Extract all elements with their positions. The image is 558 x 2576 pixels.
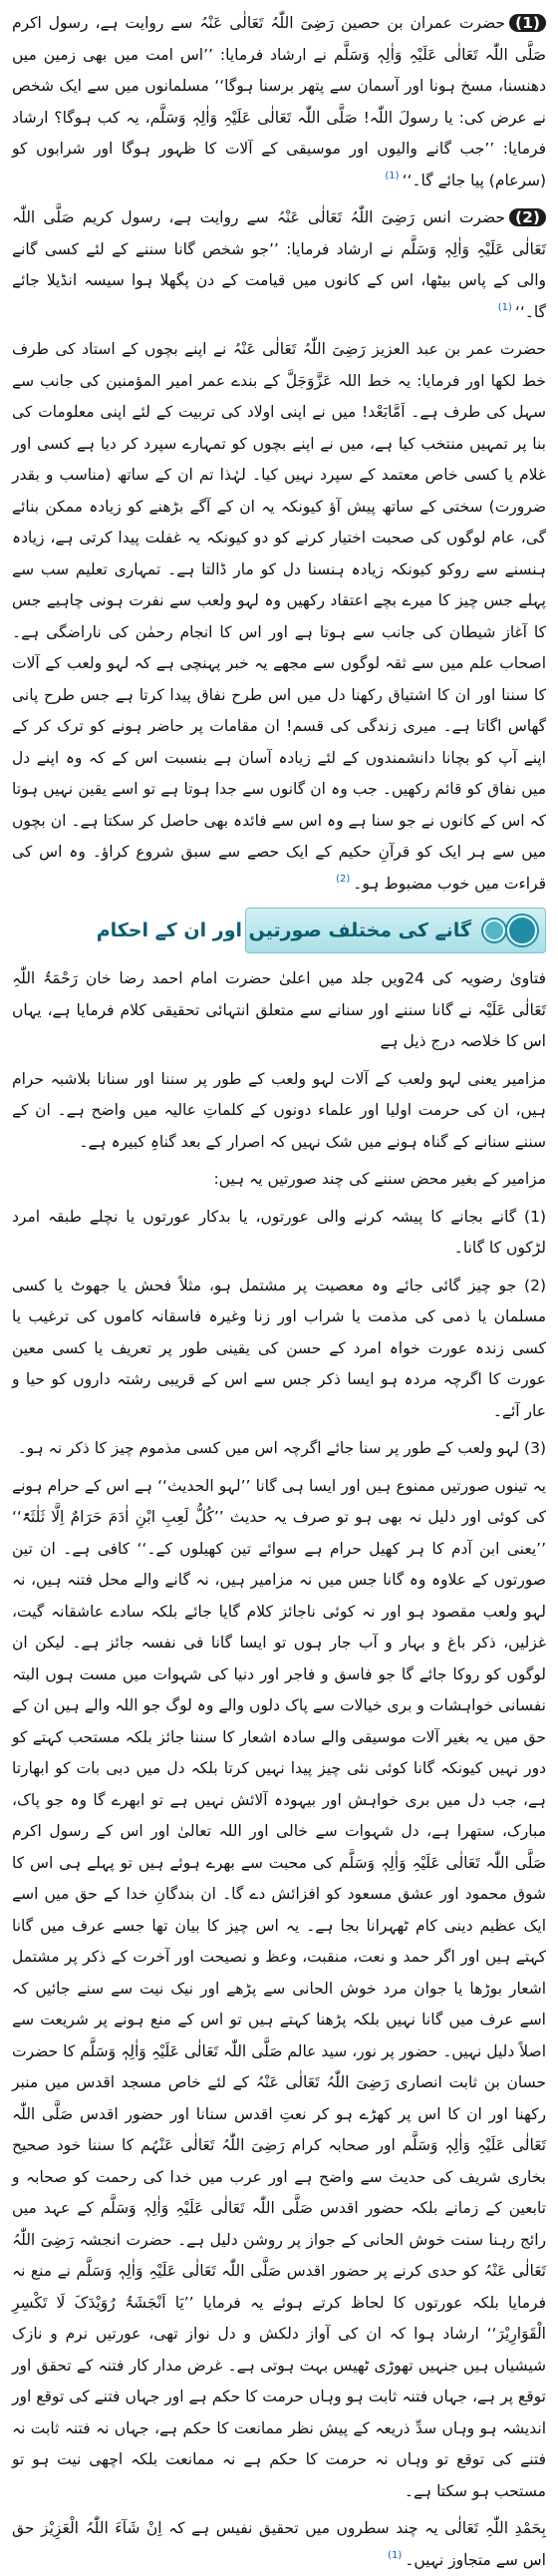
ruling-text: یہ تینوں صورتیں ممنوع ہیں اور ایسا ہی گانا ’’لہو الحدیث‘‘ ہے اس کے حرام ہونے کی کوئی اور دلیل نہ بھی ہو تو صرف یہ حدیث ’’کُلُّ لَعِبِ ابْنِ اٰدَمَ حَرَامٌ اِلَّا ثَلٰثَۃً‘‘ ’’یعنی ابن آدم کا ہر کھیل حرام ہے سوائے تین کھیلوں کے۔‘‘ کافی ہے۔ ان تین صورتوں کے علاوہ وہ گانا جس میں نہ مزامیر ہیں، نہ گانے والے محل فتنہ ہیں، نہ لہو ولعب مقصود ہو اور نہ کوئی ناجائز کلام گایا جائے بلکہ سادے عاشقانہ گیت، غزلیں، ذکر باغ و بہار و آب جار ہوں تو ایسا گانا فی نفسہ جائز ہے۔ لیکن ان لوگوں کو روکا جائے گا جو فاسق و فاجر اور دنیا کی شہوات میں مست ہوں البتہ نفسانی خواہشات و بری خیالات سے پاک دلوں والے وہ لوگ جو اللہ والے ہیں ان کے حق میں یہ بغیر آلات موسیقی والے سادہ اشعار کا سننا جائز بلکہ مستحب کہتے کو دور نہیں کیونکہ گانا کوئی نئی چیز پیدا نہیں کرتا بلکہ دل میں دبی بات کو ابھارتا ہے، جب دل میں بری خواہش اور بیہودہ آلائش نہیں ہے تو ابھرے گا وہ جو پاک، مبارک، ستھرا ہے، دل شہوات سے خالی اور اللہ تعالیٰ اور اس کے رسول اکرم صَلَّی اللّٰہ تَعَالٰی عَلَیْہِ وَاٰلِہٖ وَسَلَّم کی محبت سے بھرے ہوئے ہیں تو پہلے ہی اس کا شوق محمود اور عشق مسعود کو افزائش دے گا۔ ان بندگانِ خدا کے حق میں اسے ایک عظیم دینی کام ٹھہرانا بجا ہے۔ یہ اس چیز کا بیان تھا جسے عرف میں گانا کہتے ہیں اور اگر حمد و نعت، منقبت، وعظ و نصیحت اور آخرت کے ذکر پر مشتمل اشعار بوڑھا یا جوان مرد خوش الحانی سے پڑھے اور نیک نیت سے سنے جائیں کہ اسے عرف میں گانا نہیں بلکہ پڑھنا کہتے ہیں تو اس کے منع ہونے پر شریعت سے اصلاً دلیل نہیں۔ حضور پر نور، سید عالم صَلَّی اللّٰہ تَعَالٰی عَلَیْہِ وَاٰلِہٖ وَسَلَّم کا حضرت حسان بن ثابت انصاری رَضِیَ اللّٰہُ تَعَالٰی عَنْہُ کے لئے خاص مسجد اقدس میں منبر رکھنا اور ان کا اس پر کھڑے ہو کر نعتِ اقدس سنانا اور حضور اقدس صَلَّی اللّٰہ تَعَالٰی عَلَیْہِ وَاٰلِہٖ وَسَلَّم اور صحابہ کرام رَضِیَ اللّٰہُ تَعَالٰی عَنْہُم کا سننا خود صحیح بخاری شریف کی حدیث سے واضح ہے اور عرب میں خدا کی رحمت کو صحابہ و تابعین کے زمانے بلکہ حضور اقدس صَلَّی اللّٰہ تَعَالٰی عَلَیْہِ وَاٰلِہٖ وَسَلَّم کے عہد میں رائج رہنا سنت خوش الحانی کے جواز پر روشن دلیل ہے۔ حضرت انجشہ رَضِیَ اللّٰہُ تَعَالٰی عَنْہُ کو حدی کرنے پر حضور اقدس صَلَّی اللّٰہ تَعَالٰی عَلَیْہِ وَاٰلِہٖ وَسَلَّم نے منع نہ فرمایا بلکہ عورتوں کا لحاظ کرتے ہوئے یہ فرمایا ’’یَا اَنْجَشَۃُ رُوَیْدَکَ لَا تَکْسِرِ الْقَوَارِیْرَ‘‘ ارشاد ہوا کہ ان کی آواز دلکش و دل نواز تھی، عورتیں نرم و نازک شیشیاں ہیں جنہیں تھوڑی ٹھیس بہت ہوتی ہے۔ غرض مدار کار فتنہ کے تحقق اور توقع پر ہے، جہاں فتنہ ثابت ہو وہاں حرمت کا حکم ہے اور جہاں فتنے کی توقع اور اندیشہ ہو وہاں سدِّ ذریعہ کے پیش نظر ممانعت کا حکم ہے، جہاں نہ فتنہ ثابت نہ فتنے کی توقع تو وہاں نہ حرمت کا حکم ہے نہ ممانعت بلکہ اچھی نیت ہو تو مستحب ہو سکتا ہے۔ [12, 1476, 546, 2500]
hadith-text: حضرت انس رَضِیَ اللّٰہُ تَعَالٰی عَنْہُ سے روایت ہے، رسول کریم صَلَّی اللّٰہ تَعَالٰی عَلَیْہِ وَاٰلِہٖ وَسَلَّم نے ارشاد فرمایا: ’’جو شخص گانا سننے کے لئے کسی گانے والی کے پاس بیٹھا، اس کے کانوں میں قیامت کے دن پگھلا ہوا سیسہ انڈیلا جائے گا۔‘‘ [12, 208, 546, 321]
ruling-mazamir [12, 1064, 546, 1159]
ruling-text: جو چیز گائی جائے وہ معصیت پر مشتمل ہو، مثلاً فحش یا جھوٹ یا کسی مسلمان یا ذمی کی مذمت یا شراب اور زنا وغیرہ فاسقانہ کاموں کی ترغیب یا کسی زندہ عورت خواہ امرد کے حسن کی یقینی طور پر تعریف یا کسی معین عورت کا اگرچہ مردہ ہو ایسا ذکر جس سے اس کے قریبی رشتہ داروں کو حیا و عار آئے۔ [12, 1276, 546, 1420]
letter-text: حضرت عمر بن عبد العزیز رَضِیَ اللّٰہُ تَعَالٰی عَنْہُ نے اپنے بچوں کے استاد کی طرف خط لکھا اور فرمایا: یہ خط اللہ عَزَّوَجَلَّ کے بندے عمر امیر المؤمنین کی جانب سے سہل کی طرف ہے۔ اَمَّابَعْد! میں نے اپنی اولاد کی تربیت کے لئے اپنی معلومات کی بنا پر تمہیں منتخب کیا ہے، میں نے اپنے بچوں کو تمہارے سپرد کر دیا ہے کسی اور غلام یا کسی خاص معتمد کے سپرد نہیں کیا۔ لہٰذا تم ان کے ساتھ (مناسب و بقدر ضرورت) سختی کے ساتھ پیش آؤ کیونکہ یہ ان کے آگے بڑھنے کو زیادہ ممکن بنائے گی، عام لوگوں کی صحبت اختیار کرنے کو دو کیونکہ یہ غفلت پیدا کرتی ہے، زیادہ ہنسنے سے روکو کیونکہ زیادہ ہنسنا دل کو مار ڈالتا ہے۔ تمہاری تعلیم سب سے پہلے جس چیز کا میرے بچے اعتقاد رکھیں وہ لہو ولعب سے نفرت ہونی چاہیے جس کا آغاز شیطان کی جانب سے ہوتا ہے اور اس کا انجام رحمٰن کی ناراضگی ہے۔ اصحاب علم میں سے ثقہ لوگوں سے مجھے یہ خبر پہنچی ہے کہ لہو ولعب کے آلات کا سننا اور ان کا اشتیاق رکھنا دل میں اس طرح نفاق پیدا کرتا ہے جس طرح پانی گھاس اگاتا ہے۔ میری زندگی کی قسم! ان مقامات پر حاضر ہونے کو ترک کر کے اپنے آپ کو بچانا دانشمندوں کے لئے زیادہ آسان ہے بنسبت اس کے کہ وہ اپنے دل میں نفاق کو قائم رکھیں۔ جب وہ ان گانوں سے جدا ہوتا ہے تو اسے یقین نہیں ہوتا کہ اس کے کانوں نے جو سنا ہے وہ اس سے فائدہ بھی حاصل کر سکتا ہے۔ ان بچوں میں سے ہر ایک کو قرآنِ حکیم کے ایک حصے سے سبق شروع کراؤ۔ وہ اس کی قراءت میں خوب مضبوط ہو۔ [12, 340, 546, 893]
flower-ornament-icon [507, 916, 537, 945]
hadith-number: (2) [509, 208, 546, 226]
footnote-ref[interactable]: (1) [497, 302, 512, 314]
footnote-ref[interactable]: (1) [385, 171, 400, 183]
ruling-discussion [12, 1471, 546, 2508]
ruling-conclusion [12, 2513, 546, 2576]
hadith-2 [12, 202, 546, 328]
footnote-ref[interactable]: (2) [336, 874, 351, 886]
section-heading: گانے کی مختلف صورتیں اور ان کے احکام [96, 920, 471, 941]
section-heading-row [12, 908, 546, 953]
ruling-text: مزامیر یعنی لہو ولعب کے آلات لہو ولعب کے طور پر سننا اور سنانا بلاشبہ حرام ہیں، ان کی حرمت اولیا اور علماء دونوں کے کلماتِ عالیہ میں واضح ہے۔ ان کے سننے سنانے کے گناہ ہونے میں شک نہیں کہ اصرار کے بعد گناہِ کبیرہ ہے۔ [12, 1069, 546, 1151]
ruling-text: بِحَمْدِ اللّٰہِ تَعَالٰی یہ چند سطروں میں تحقیق نفیس ہے کہ اِنْ شَآءَ اللّٰہُ الْعَزِیْز حق اس سے متجاوز نہیں۔ [12, 2519, 546, 2569]
case-number: (3) [524, 1439, 546, 1457]
ruling-case-1 [12, 1202, 546, 1265]
ruling-case-2 [12, 1271, 546, 1428]
section-heading-banner [96, 908, 546, 953]
ruling-text: لہو ولعب کے طور پر سنا جائے اگرچہ اس میں کسی مذموم چیز کا ذکر نہ ہو۔ [17, 1439, 520, 1457]
hadith-number: (1) [509, 14, 546, 32]
footnote-ref[interactable]: (1) [388, 2550, 403, 2562]
case-number: (1) [524, 1207, 546, 1226]
ruling-text: گانے بجانے کا پیشہ کرنے والی عورتوں، یا بدکار عورتوں یا نچلے طبقہ امرد لڑکوں کا گانا۔ [12, 1207, 546, 1257]
ruling-text: فتاویٰ رضویہ کی 24ویں جلد میں اعلیٰ حضرت امام احمد رضا خان رَحْمَۃُ اللّٰہِ تَعَالٰی عَلَیْہ نے گانا سننے اور سنانے سے متعلق انتہائی تحقیقی کلام فرمایا ہے، یہاں اس کا خلاصہ درج ذیل ہے [12, 969, 546, 1050]
ruling-cases-intro [12, 1164, 546, 1196]
umar-letter [12, 334, 546, 900]
ruling-case-3 [12, 1433, 546, 1465]
ruling-intro [12, 963, 546, 1058]
hadith-text: حضرت عمران بن حصین رَضِیَ اللّٰہُ تَعَالٰی عَنْہُ سے روایت ہے، رسول اکرم صَلَّی اللّٰہ تَعَالٰی عَلَیْہِ وَاٰلِہٖ وَسَلَّم نے ارشاد فرمایا: ’’اس امت میں بھی زمین میں دھنسنا، مسخ ہونا اور آسمان سے پتھر برسنا ہوگا‘‘ مسلمانوں میں سے ایک شخص نے عرض کی: یا رسولَ اللّٰہ! صَلَّی اللّٰہ تَعَالٰی عَلَیْہِ وَاٰلِہٖ وَسَلَّم، یہ کب ہوگا؟ ارشاد فرمایا: ’’جب گانے والیوں اور موسیقی کے آلات کا ظہور ہوگا اور شرابوں کو (سرعام) پیا جائے گا۔‘‘ [12, 14, 546, 189]
flower-ornament-icon [483, 920, 505, 941]
rulings-section [12, 963, 546, 2576]
ruling-text: مزامیر کے بغیر محض سننے کی چند صورتیں یہ ہیں: [213, 1170, 546, 1188]
hadith-1 [12, 8, 546, 196]
hadith-section [12, 8, 546, 900]
case-number: (2) [524, 1276, 546, 1294]
